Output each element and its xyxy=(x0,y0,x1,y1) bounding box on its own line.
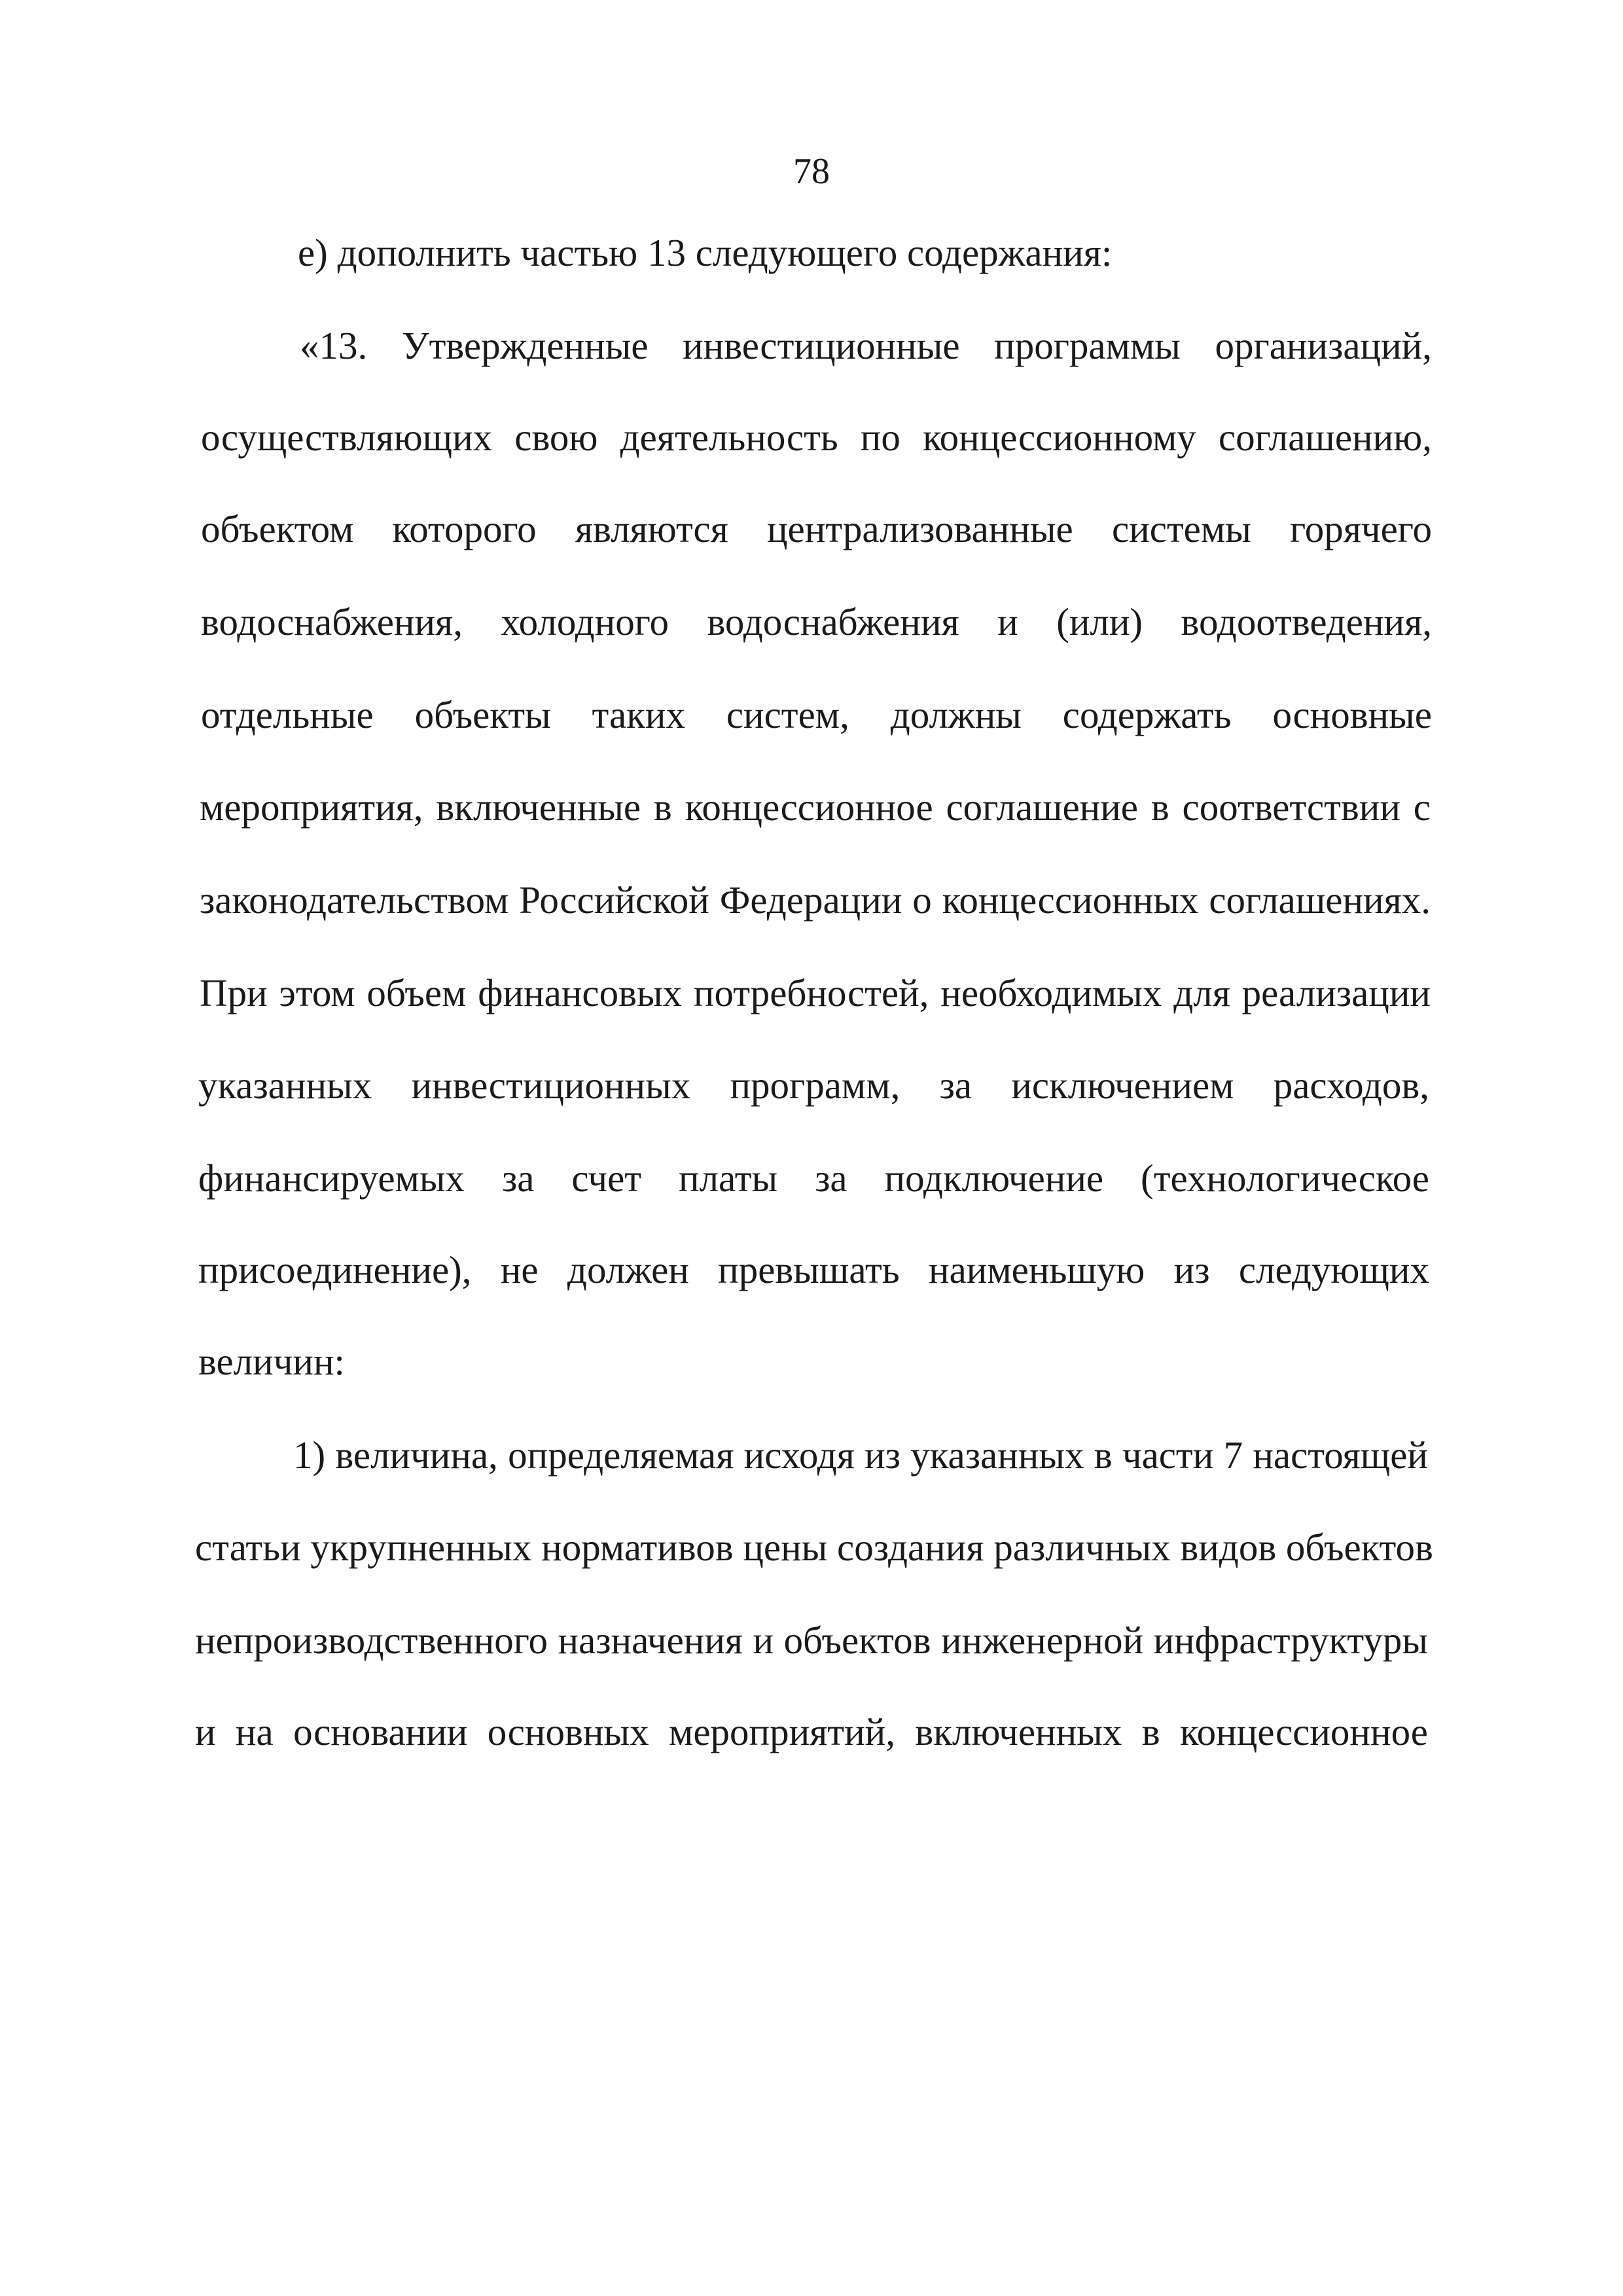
text-line: е) дополнить частью 13 следующего содержания: xyxy=(298,231,1113,274)
text-line: «13. Утвержденные инвестиционные программы организаций, xyxy=(300,324,1432,367)
text-line: присоединение), не должен превышать наименьшую из следующих xyxy=(198,1248,1429,1291)
text-line: отдельные объекты таких систем, должны содержать основные xyxy=(201,693,1432,736)
text-line: величин: xyxy=(198,1340,345,1383)
text-line: финансируемых за счет платы за подключение (технологическое xyxy=(198,1157,1429,1200)
text-line: осуществляющих свою деятельность по концессионному соглашению, xyxy=(201,416,1432,459)
text-line: и на основании основных мероприятий, включенных в концессионное xyxy=(195,1710,1428,1753)
text-line: При этом объем финансовых потребностей, необходимых для реализации xyxy=(200,971,1431,1014)
text-line: 1) величина, определяемая исходя из указанных в части 7 настоящей xyxy=(293,1433,1428,1477)
text-line: указанных инвестиционных программ, за исключением расходов, xyxy=(198,1064,1429,1107)
page-number: 78 xyxy=(793,151,830,192)
text-line: водоснабжения, холодного водоснабжения и (или) водоотведения, xyxy=(201,600,1432,643)
text-line: статьи укрупненных нормативов цены создания различных видов объектов xyxy=(195,1526,1433,1569)
text-line: непроизводственного назначения и объектов инженерной инфраструктуры xyxy=(195,1619,1428,1662)
text-line: мероприятия, включенные в концессионное соглашение в соответствии с xyxy=(200,785,1431,829)
text-line: законодательством Российской Федерации о концессионных соглашениях. xyxy=(200,878,1431,922)
text-line: объектом которого являются централизованные системы горячего xyxy=(201,507,1432,550)
